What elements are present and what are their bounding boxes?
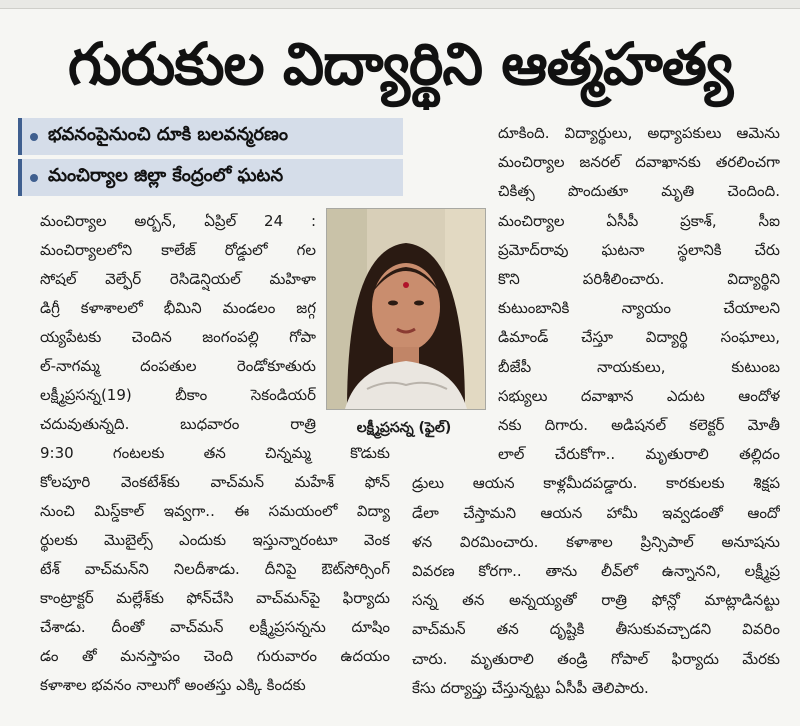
article-line: సన్న తన అన్నయ్యతో రాత్రి ఫోన్లో మాట్లాడినట్టు [412, 591, 780, 610]
article-line: టేశ్ వాచ్‌మన్‌ని నిలదీశాడు. దీనిపై ఔట్‌సోర్సింగ్ [40, 560, 390, 578]
article-line: డ్రులు ఆయన కాళ్లమీదపడ్డారు. కారకులకు శిక్షప [412, 474, 780, 493]
article-line: లాల్ చేరుకోగా.. మృతురాలి తల్లిదం [498, 445, 780, 464]
article-line: కేసు దర్యాప్తు చేస్తున్నట్టు ఏసీపీ తెలిపారు. [412, 678, 649, 697]
article-line: 9:30 గంటలకు తన చిన్నమ్మ కొడుకు [40, 444, 390, 462]
article-line: డిగ్రీ కళాశాలలో భీమిని మండలం జగ్గ [40, 299, 316, 317]
top-rule [0, 0, 800, 9]
article-line: కొని పరిశీలించారు. విద్యార్థిని [498, 270, 780, 288]
article-line: వాచ్‌మన్ తన దృష్టికి తీసుకువచ్చాడని వివరిం [412, 620, 780, 639]
bullet-icon [30, 133, 38, 141]
article-line: బీజేపీ నాయకులు, కుటుంబ [498, 357, 780, 376]
article-line: కాంట్రాక్టర్ మల్లేశ్‌కు ఫోన్‌చేసి వాచ్‌మన్‌పై ఫిర్యాదు [40, 589, 390, 607]
article-line: కుటుంబానికి న్యాయం చేయాలని [498, 299, 780, 318]
article-line: మంచిర్యాల అర్బన్, ఏప్రిల్ 24 : [40, 212, 316, 230]
article-line: లక్ష్మీప్రసన్న(19) బీకాం సెకండియర్ [40, 386, 316, 404]
bullet-icon [30, 174, 38, 182]
article-line: ర్థులకు మొబైల్స్ ఎందుకు ఇస్తున్నారంటూ వెంక [40, 531, 390, 549]
article-line: డిమాండ్ చేస్తూ విద్యార్థి సంఘాలు, [498, 328, 780, 347]
article-line: మంచిర్యాల జనరల్ దవాఖానకు తరలించగా [498, 153, 780, 172]
headline: గురుకుల విద్యార్థిని ఆత్మహత్య [67, 30, 733, 98]
article-line: చదువుతున్నది. బుధవారం రాత్రి [40, 415, 316, 433]
article-line: చారు. మృతురాలి తండ్రి గోపాల్ ఫిర్యాదు మేరకు [412, 649, 780, 668]
subheads [18, 118, 403, 200]
photo-caption: లక్ష్మీప్రసన్న (ఫైల్) [356, 420, 452, 436]
article-line: య్యపేటకు చెందిన జంగంపల్లి గోపా [40, 328, 316, 346]
student-photo [326, 208, 486, 410]
article-line: సభ్యులు దవాఖాన ఎదుట ఆందోళ [498, 386, 780, 405]
article-line: ప్రమోద్‌రావు ఘటనా స్థలానికి చేరు [498, 240, 780, 259]
article-line: మంచిర్యాలలోని కాలేజ్ రోడ్డులో గల [40, 241, 316, 259]
article-line: సోషల్ వెల్ఫేర్ రెసిడెన్షియల్ మహిళా [40, 270, 316, 288]
article-line: చికిత్స పొందుతూ మృతి చెందింది. [498, 182, 780, 201]
article-line: దూకింది. విద్యార్థులు, అధ్యాపకులు ఆమెను [498, 124, 780, 142]
subhead-2-text: మంచిర్యాల జిల్లా కేంద్రంలో ఘటన [48, 165, 284, 186]
subhead-1 [18, 118, 403, 155]
article-line: ళన విరమించారు. కళాశాల ప్రిన్సిపాల్ అనూషను [412, 532, 780, 551]
subhead-2 [18, 159, 403, 196]
article-line: నుంచి మిస్డ్‌కాల్ ఇవ్వగా.. ఈ సమయంలో విద్యా [40, 502, 390, 520]
article-line: మంచిర్యాల ఏసీపీ ప్రకాశ్, సీఐ [498, 211, 780, 230]
article-line: కళాశాల భవనం నాలుగో అంతస్తు ఎక్కి కిందకు [40, 676, 306, 694]
article-line: కోలపూరి వెంకటేశ్‌కు వాచ్‌మన్ మహేశ్ ఫోన్ [40, 473, 390, 491]
article-line: వివరణ కోరగా.. తాను లీవ్‌లో ఉన్నానని, లక్ష్మీప్ర [412, 562, 780, 580]
article-line: చేశాడు. దీంతో వాచ్‌మన్ లక్ష్మీప్రసన్నను దూషిం [40, 618, 390, 636]
subhead-1-text: భవనంపైనుంచి దూకి బలవన్మరణం [48, 124, 289, 145]
article-line: డం తో మనస్తాపం చెంది గురువారం ఉదయం [40, 647, 390, 665]
article-line: నకు దిగారు. అడిషనల్ కలెక్టర్ మోతీ [498, 416, 780, 434]
article-line: ల్-నాగమ్మ దంపతుల రెండోకూతురు [40, 357, 316, 375]
article-line: డేలా చేస్తామని ఆయన హామీ ఇవ్వడంతో ఆందో [412, 503, 780, 522]
